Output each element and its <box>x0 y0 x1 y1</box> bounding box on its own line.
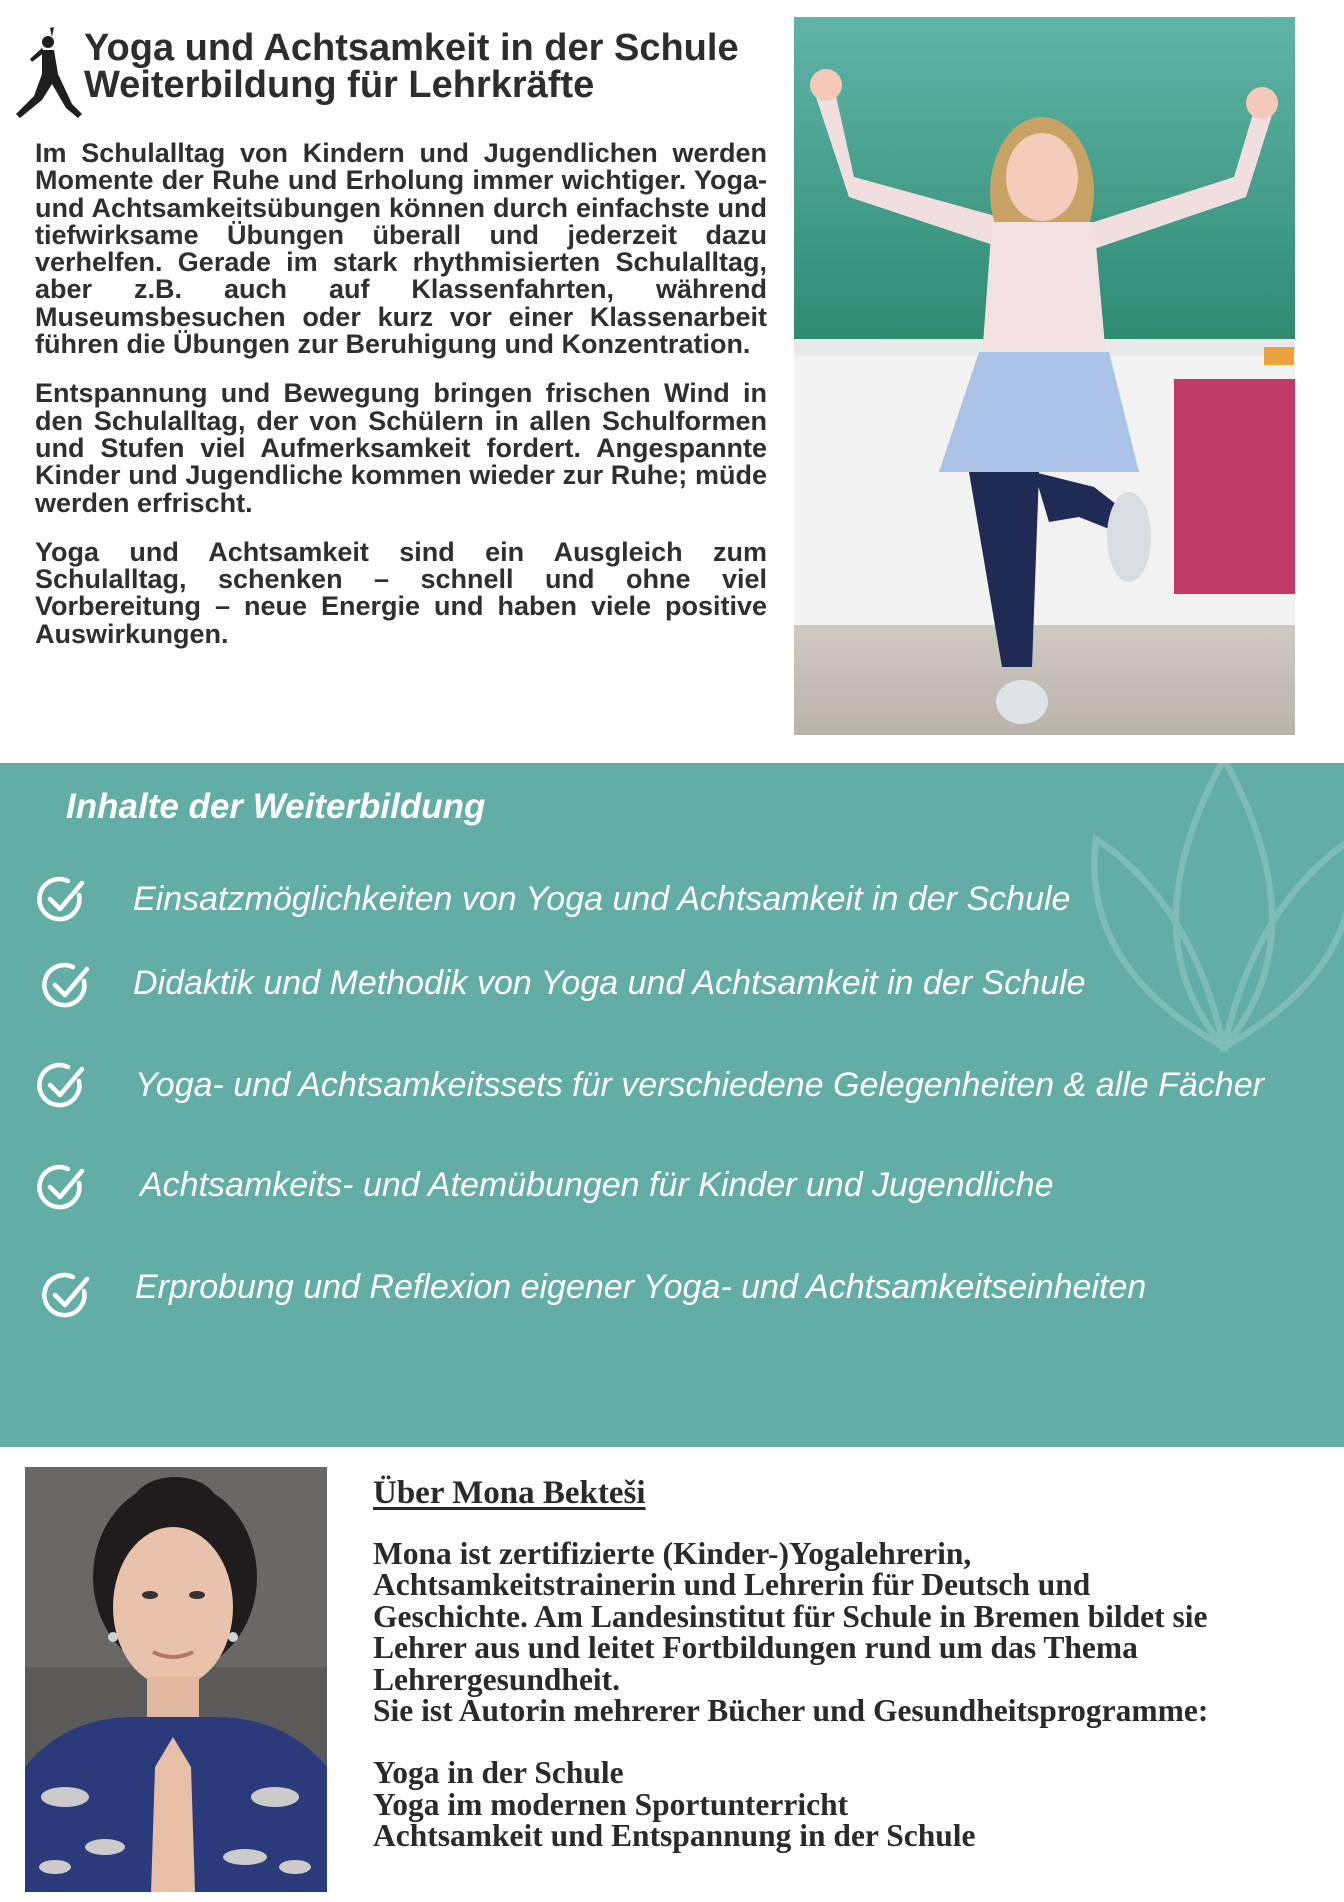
bio-line: Lehrer aus und leitet Fortbildungen rund um das Thema <box>373 1630 1138 1666</box>
yoga-pose-icon <box>12 26 86 122</box>
list-item-text: Achtsamkeits- und Atemübungen für Kinder und Jugendliche <box>140 1166 1054 1204</box>
list-item-text: Yoga- und Achtsamkeitssets für verschiedene Gelegenheiten & alle Fächer <box>135 1066 1264 1104</box>
bio-line: Achtsamkeitstrainerin und Lehrerin für Deutsch und <box>373 1567 1091 1603</box>
book-title: Yoga in der Schule <box>373 1755 624 1791</box>
page-subtitle: Weiterbildung für Lehrkräfte <box>84 64 595 106</box>
check-circle-icon <box>35 873 87 925</box>
list-item-text: Didaktik und Methodik von Yoga und Achtsamkeit in der Schule <box>133 964 1086 1002</box>
mona-portrait-photo <box>25 1467 327 1892</box>
list-item-text: Einsatzmöglichkeiten von Yoga und Achtsamkeit in der Schule <box>133 880 1071 918</box>
book-title: Yoga im modernen Sportunterricht <box>373 1786 849 1822</box>
about-author <box>373 1475 1333 1852</box>
spacer <box>373 1726 1333 1757</box>
bio-line: Sie ist Autorin mehrerer Bücher und Gesundheitsprogramme: <box>373 1693 1209 1729</box>
intro-text <box>35 140 767 670</box>
page-title: Yoga und Achtsamkeit in der Schule <box>84 27 739 69</box>
list-item <box>0 1157 1344 1217</box>
about-heading: Über Mona Bekteši <box>373 1475 646 1511</box>
list-item <box>0 1053 1344 1113</box>
intro-paragraph: Im Schulalltag von Kindern und Jugendlichen werden Momente der Ruhe und Erholung immer wichtiger. Yoga-und Achtsamkeitsübungen können durch einfachste und tiefwirksame Übungen überall und jederzeit dazu verhelfen. Gerade im stark rhythmisierten Schulalltag, aber z.B. auch auf Klassenfahrten, während Museumsbesuchen oder kurz vor einer Klassenarbeit führen die Übungen zur Beruhigung und Konzentration. <box>35 138 767 360</box>
list-item-text: Erprobung und Reflexion eigener Yoga- und Achtsamkeitseinheiten <box>135 1268 1147 1306</box>
intro-section <box>0 0 1344 762</box>
intro-paragraph: Entspannung und Bewegung bringen frischen Wind in den Schulalltag, der von Schülern in allen Schulformen und Stufen viel Aufmerksamkeit fordert. Angespannte Kinder und Jugendliche kommen wieder zur Ruhe; müde werden erfrischt. <box>35 378 767 518</box>
girl-yoga-photo <box>794 17 1295 735</box>
bio-line: Mona ist zertifizierte (Kinder-)Yogalehrerin, <box>373 1536 972 1571</box>
contents-heading: Inhalte der Weiterbildung <box>66 787 486 826</box>
list-item <box>0 869 1344 929</box>
contents-section <box>0 763 1344 1447</box>
intro-paragraph: Yoga und Achtsamkeit sind ein Ausgleich zum Schulalltag, schenken – schnell und ohne viel Vorbereitung – neue Energie und haben viele positive Auswirkungen. <box>35 536 767 649</box>
check-circle-icon <box>35 1161 87 1213</box>
list-item <box>0 1265 1344 1325</box>
check-circle-icon <box>40 959 92 1011</box>
bio-line: Geschichte. Am Landesinstitut für Schule in Bremen bildet sie <box>373 1598 1208 1634</box>
bio-line: Lehrergesundheit. <box>373 1661 621 1697</box>
title-block <box>84 27 739 106</box>
check-circle-icon <box>40 1269 92 1321</box>
list-item <box>0 955 1344 1015</box>
book-title: Achtsamkeit und Entspannung in der Schule <box>373 1818 976 1854</box>
check-circle-icon <box>35 1059 87 1111</box>
